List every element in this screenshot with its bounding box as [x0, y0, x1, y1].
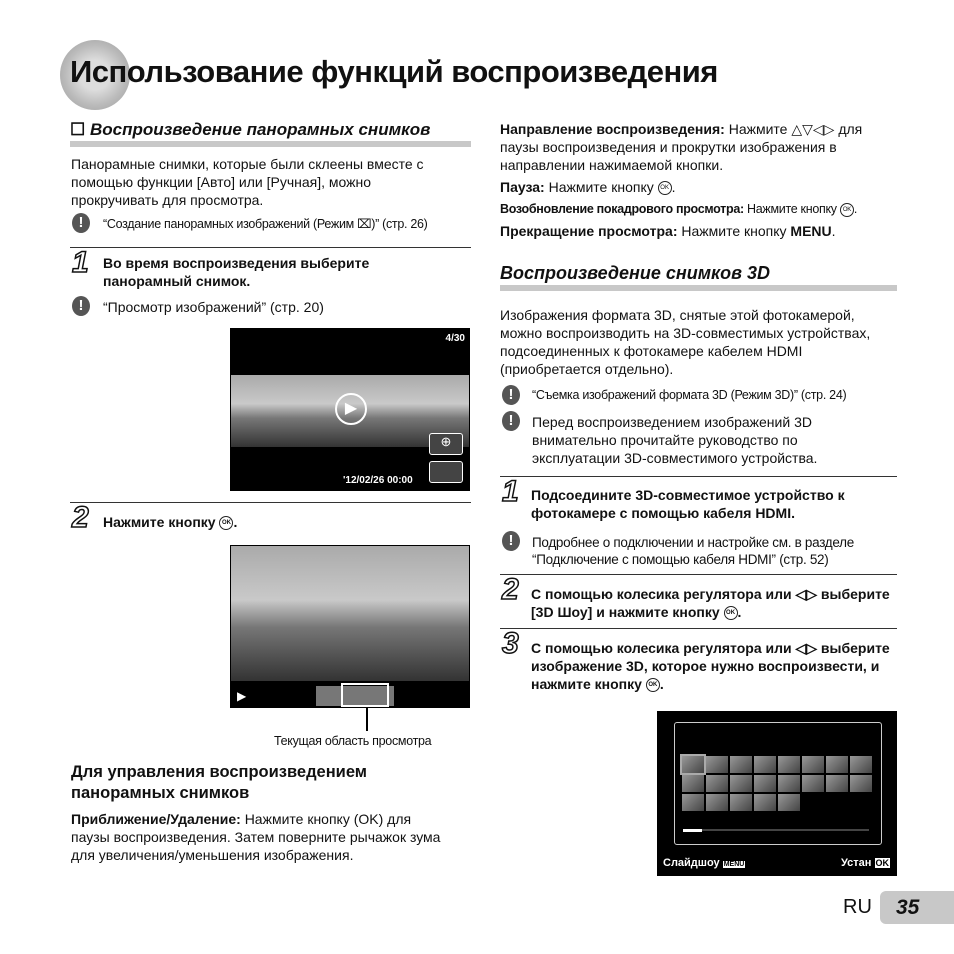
- 3d-intro: Изображения формата 3D, снятые этой фотокамерой, можно воспроизводить на 3D-совместимых устройствах, подсоединенных к фотокамере кабелем HDMI (приобретается отдельно).: [500, 307, 871, 377]
- play-icon: ▶: [335, 393, 367, 425]
- thumbnail[interactable]: [730, 775, 752, 792]
- step-2-text: С помощью колесика регулятора или ◁▷ выберите [3D Шоу] и нажмите кнопку OK .: [531, 586, 890, 620]
- stop-text: Прекращение просмотра: Нажмите кнопку MENU.: [500, 223, 836, 239]
- controls-subheading: Для управления воспроизведением панорамных снимков: [71, 763, 367, 802]
- note-text: “Создание панорамных изображений (Режим ⌧)” (стр. 26): [103, 217, 428, 231]
- thumbnail[interactable]: [706, 756, 728, 773]
- thumbnail[interactable]: [850, 775, 872, 792]
- thumbnail[interactable]: [778, 756, 800, 773]
- thumbnail[interactable]: [754, 794, 776, 811]
- playback-screen: [230, 328, 470, 491]
- thumbnail[interactable]: [826, 756, 848, 773]
- page-title: Использование функций воспроизведения: [70, 54, 718, 89]
- callout-label: Текущая область просмотра: [274, 734, 432, 748]
- thumbnail[interactable]: [754, 756, 776, 773]
- zoom-icon: ⊕: [429, 433, 463, 455]
- thumbnail[interactable]: [730, 794, 752, 811]
- thumbnail[interactable]: [682, 794, 704, 811]
- thumbnail[interactable]: [754, 775, 776, 792]
- 3d-show-screen: [657, 711, 897, 876]
- page-number: 35: [880, 891, 954, 924]
- note-text: Перед воспроизведением изображений 3D внимательно прочитайте руководство по эксплуатации 3D-совместимого устройства.: [532, 414, 818, 466]
- thumbnail[interactable]: [682, 756, 704, 773]
- step-1-text: Подсоедините 3D-совместимое устройство к фотокамере с помощью кабеля HDMI.: [531, 487, 845, 521]
- note-icon: !: [502, 411, 520, 431]
- panorama-photo: [231, 546, 469, 681]
- date: '12/02/26 00:00: [343, 475, 413, 486]
- note-text: “Съемка изображений формата 3D (Режим 3D)” (стр. 24): [532, 388, 847, 402]
- thumbnail[interactable]: [706, 794, 728, 811]
- play-icon: ▶: [237, 689, 247, 703]
- index-icon: [429, 461, 463, 483]
- thumbnail[interactable]: [802, 756, 824, 773]
- ok-button-icon: OK: [646, 678, 660, 692]
- section-title-3d: Воспроизведение снимков 3D: [500, 263, 897, 291]
- thumbnail[interactable]: [850, 756, 872, 773]
- progress-track: [683, 829, 869, 831]
- step-number: 2: [502, 573, 519, 606]
- section-title-panorama: ☐ Воспроизведение панорамных снимков: [70, 120, 471, 147]
- step-2-text: Нажмите кнопку OK .: [103, 514, 238, 530]
- ok-button-icon: OK: [724, 606, 738, 620]
- ok-button-icon: OK: [219, 516, 233, 530]
- step-1-text: Во время воспроизведения выберите панорамный снимок.: [103, 255, 370, 289]
- pause-text: Пауза: Нажмите кнопку OK .: [500, 179, 676, 195]
- panorama-icon: ☐: [70, 120, 90, 139]
- thumbnail-grid: [681, 755, 877, 812]
- step-number: 2: [72, 501, 89, 534]
- note-icon: !: [502, 531, 520, 551]
- step-number: 3: [502, 627, 519, 660]
- resume-text: Возобновление покадрового просмотра: Нажмите кнопку OK .: [500, 202, 858, 216]
- panorama-intro: Панорамные снимки, которые были склеены вместе с помощью функции [Авто] или [Ручная], можно прокручивать для просмотра.: [71, 156, 424, 208]
- zoom-text: Приближение/Удаление: Нажмите кнопку (OK) для паузы воспроизведения. Затем поверните рычажок зума для увеличения/уменьшения изображения.: [71, 811, 441, 863]
- note-text: “Просмотр изображений” (стр. 20): [103, 299, 324, 315]
- ok-button-icon: OK: [840, 203, 854, 217]
- thumbnail[interactable]: [730, 756, 752, 773]
- thumbnail[interactable]: [778, 794, 800, 811]
- note-text: Подробнее о подключении и настройке см. в разделе “Подключение с помощью кабеля HDMI” (стр. 52): [532, 535, 854, 567]
- direction-text: Направление воспроизведения: Нажмите △▽◁▷ для паузы воспроизведения и прокрутки изображения в направлении нажимаемой кнопки.: [500, 121, 863, 173]
- step-3-text: С помощью колесика регулятора или ◁▷ выберите изображение 3D, которое нужно воспроизвести, и нажмите кнопку OK .: [531, 640, 890, 692]
- thumbnail[interactable]: [778, 775, 800, 792]
- panorama-playback-screen: [230, 545, 470, 708]
- thumbnail[interactable]: [706, 775, 728, 792]
- ok-button-icon: OK: [658, 181, 672, 195]
- step-number: 1: [502, 475, 519, 508]
- step-number: 1: [72, 246, 89, 279]
- thumbnail[interactable]: [802, 775, 824, 792]
- note-icon: !: [72, 296, 90, 316]
- progress-fill: [683, 829, 702, 832]
- set-label: Устан OK: [841, 857, 889, 869]
- thumbnail[interactable]: [682, 775, 704, 792]
- thumbnail[interactable]: [826, 775, 848, 792]
- slideshow-label: Слайдшоу MENU: [663, 857, 745, 869]
- counter: 4/30: [445, 333, 465, 344]
- note-icon: !: [502, 385, 520, 405]
- language-code: RU: [843, 896, 872, 918]
- current-area-frame: [341, 683, 389, 707]
- note-icon: !: [72, 213, 90, 233]
